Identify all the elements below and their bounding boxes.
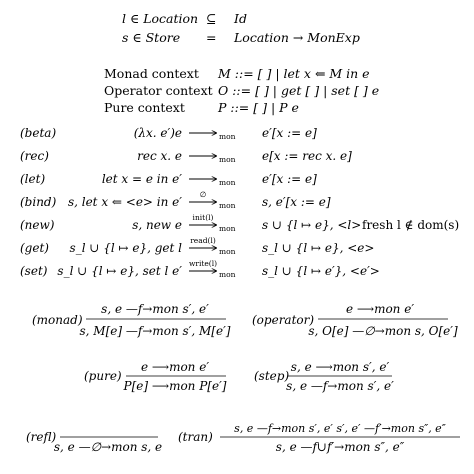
rule-rhs: s_l ∪ {l ↦ e}, <e> — [262, 241, 375, 255]
rule-rhs: s ∪ {l ↦ e}, <l> — [262, 218, 362, 232]
context-grammar-operator: O ::= [ ] | get [ ] | set [ ] e — [218, 83, 380, 98]
conclusion-monad: s, M[e] —f→mon s′, M[e′] — [79, 324, 231, 338]
contexts — [104, 66, 379, 115]
decl-location-rhs: Id — [234, 11, 247, 26]
rule-rhs: e′[x := e] — [262, 126, 317, 140]
arrow-subscript: mon — [219, 270, 236, 279]
arrow-label: init(l) — [192, 213, 214, 222]
conclusion-step: s, e —f→mon s′, e′ — [286, 379, 394, 393]
premise-tran: s, e —f→mon s′, e′ s′, e′ —f′→mon s″, e″ — [234, 422, 446, 435]
context-label-operator: Operator context — [104, 83, 213, 98]
premise-step: s, e ⟶mon s′, e′ — [290, 360, 390, 374]
premise-pure: e ⟶mon e′ — [140, 360, 210, 374]
rule-name: (rec) — [20, 149, 49, 163]
rule-name-pure: (pure) — [84, 369, 122, 383]
rule-side-condition: fresh l ∉ dom(s) — [362, 218, 460, 232]
rule-lhs: s, new e — [132, 218, 182, 232]
decl-store-op: = — [206, 30, 217, 45]
rule-rhs: e′[x := e] — [262, 172, 317, 186]
rule-lhs: s_l ∪ {l ↦ e}, get l — [69, 241, 182, 255]
arrow-subscript: mon — [219, 132, 236, 141]
rule-name-tran: (tran) — [178, 430, 213, 444]
decl-store-lhs: s ∈ Store — [122, 30, 181, 45]
rule-name-operator: (operator) — [252, 313, 315, 327]
decl-location-op: ⊆ — [206, 11, 217, 26]
rule-name: (let) — [20, 172, 46, 186]
conclusion-refl: s, e —∅→mon s, e — [53, 440, 163, 454]
decl-location-lhs: l ∈ Location — [122, 11, 199, 26]
context-grammar-monad: M ::= [ ] | let x ⇐ M in e — [218, 66, 370, 81]
arrow-subscript: mon — [219, 224, 236, 233]
rule-lhs: s, let x ⇐ <e> in e′ — [67, 195, 182, 209]
rule-name: (beta) — [20, 126, 57, 140]
rule-name: (set) — [20, 264, 48, 278]
context-label-pure: Pure context — [104, 100, 185, 115]
rule-row — [20, 149, 352, 164]
context-grammar-pure: P ::= [ ] | P e — [218, 100, 299, 115]
rule-row — [20, 126, 317, 141]
rule-lhs: rec x. e — [137, 149, 182, 163]
rule-row — [20, 236, 374, 256]
context-label-monad: Monad context — [104, 66, 199, 81]
rule-row — [20, 172, 317, 187]
rule-lhs: let x = e in e′ — [101, 172, 182, 186]
rule-name-monad: (monad) — [32, 313, 83, 327]
rule-lhs: (λx. e′)e — [133, 126, 182, 140]
rule-name-refl: (refl) — [26, 430, 57, 444]
premise-operator: e ⟶mon e′ — [345, 302, 415, 316]
rule-rhs: e[x := rec x. e] — [262, 149, 352, 163]
rule-name: (get) — [20, 241, 49, 255]
arrow-label: read(l) — [190, 236, 216, 245]
reduction-rules — [20, 126, 459, 279]
rule-row — [20, 190, 331, 210]
decl-store-rhs: Location → MonExp — [234, 30, 360, 45]
rule-row — [20, 213, 459, 233]
rule-lhs: s_l ∪ {l ↦ e}, set l e′ — [57, 264, 182, 278]
rule-rhs: s, e′[x := e] — [262, 195, 331, 209]
conclusion-pure: P[e] ⟶mon P[e′] — [123, 379, 227, 393]
rule-name-step: (step) — [254, 369, 290, 383]
premise-monad: s, e —f→mon s′, e′ — [101, 302, 209, 316]
rule-name: (new) — [20, 218, 55, 232]
rule-name: (bind) — [20, 195, 57, 209]
conclusion-tran: s, e —f∪f′→mon s″, e″ — [275, 440, 405, 454]
rule-rhs: s_l ∪ {l ↦ e′}, <e′> — [262, 264, 380, 278]
arrow-label: ∅ — [199, 190, 207, 199]
conclusion-operator: s, O[e] —∅→mon s, O[e′] — [308, 324, 458, 338]
arrow-subscript: mon — [219, 178, 236, 187]
arrow-subscript: mon — [219, 155, 236, 164]
arrow-label: write(l) — [188, 259, 218, 268]
arrow-subscript: mon — [219, 201, 236, 210]
declarations — [122, 11, 360, 45]
rule-row — [20, 259, 380, 279]
inference-rules — [26, 302, 460, 454]
arrow-subscript: mon — [219, 247, 236, 256]
